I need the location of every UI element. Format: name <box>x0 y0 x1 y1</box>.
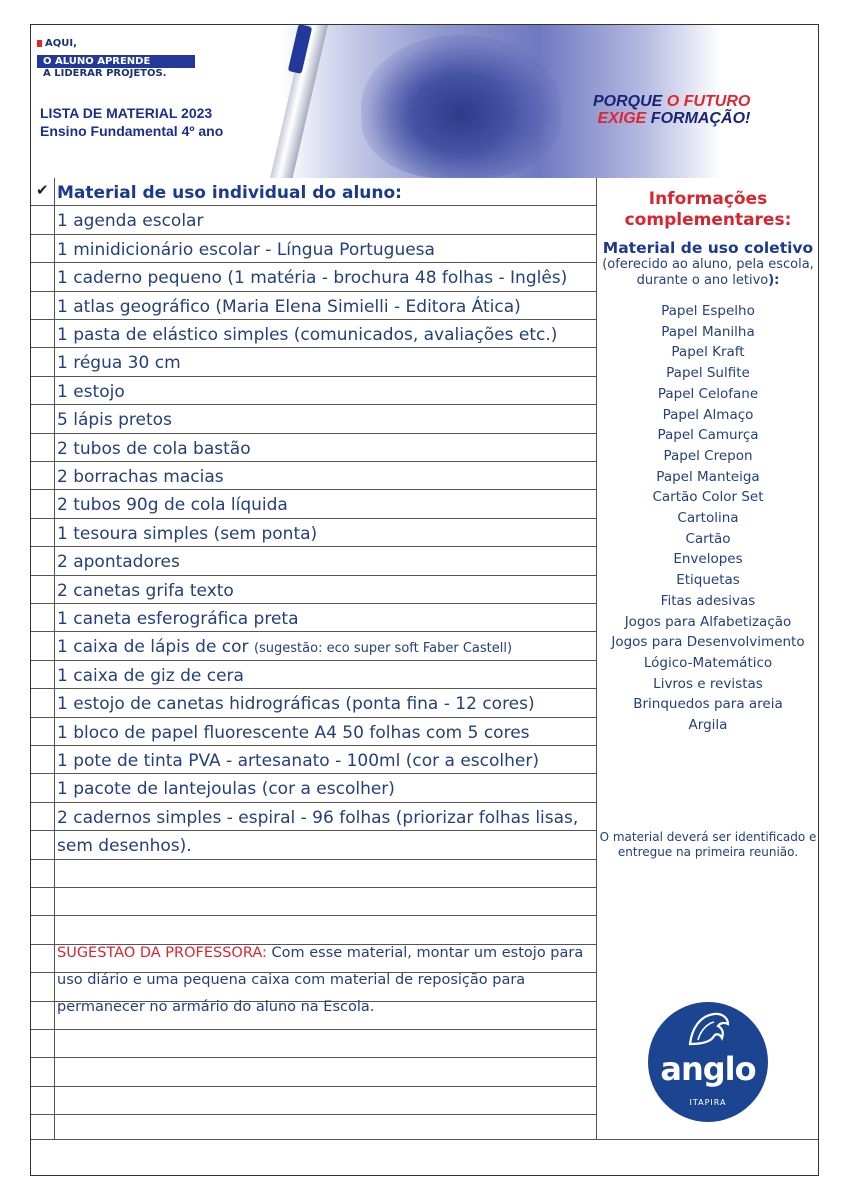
list-item <box>57 581 234 601</box>
teacher-suggestion <box>57 940 592 1021</box>
list-item <box>57 524 317 544</box>
list-item <box>57 439 251 459</box>
list-title <box>40 104 223 140</box>
slogan-line-2: O ALUNO APRENDE <box>37 55 195 68</box>
coletivo-item: Papel Manteiga <box>656 468 760 485</box>
list-item <box>57 297 521 317</box>
list-item <box>57 779 395 799</box>
list-item-note: (sugestão: eco super soft Faber Castell) <box>253 641 513 657</box>
list-item <box>57 666 244 686</box>
list-item-text: 1 caixa de lápis de cor <box>57 637 254 658</box>
list-item <box>57 325 557 345</box>
coletivo-item: Fitas adesivas <box>660 592 756 609</box>
suggestion-label: SUGESTÃO DA PROFESSORA: <box>57 945 267 961</box>
check-icon: ✔ <box>36 181 49 199</box>
coletivo-item: Papel Manilha <box>661 323 755 340</box>
coletivo-item: Jogos para Desenvolvimento <box>611 634 805 651</box>
list-title-grade: Ensino Fundamental 4º ano <box>40 123 224 139</box>
anglo-logo <box>648 1002 768 1122</box>
tagline-1b: O FUTURO <box>666 93 751 110</box>
coletivo-item: Papel Kraft <box>671 344 745 361</box>
coletivo-item: Papel Celofane <box>657 385 759 402</box>
list-item-text: 2 tubos de cola bastão <box>57 438 251 459</box>
list-item <box>57 552 180 572</box>
list-title-year: LISTA DE MATERIAL 2023 <box>40 105 213 121</box>
logo-subtitle: ITAPIRA <box>689 1098 727 1107</box>
list-item-text: 1 estojo <box>57 381 125 402</box>
slogan-line-3: A LIDERAR PROJETOS. <box>43 68 167 79</box>
lion-logo-icon <box>684 1010 732 1050</box>
list-item <box>57 751 539 771</box>
list-item-text: 2 borrachas macias <box>57 467 224 487</box>
coletivo-item: Livros e revistas <box>653 675 763 692</box>
list-heading: Material de uso individual do aluno: <box>57 183 402 203</box>
list-item-text: 1 estojo de canetas hidrográficas (ponta fina - 12 cores) <box>57 694 535 715</box>
list-item-text: 2 canetas grifa texto <box>57 580 234 601</box>
list-item-text: 1 agenda escolar <box>57 211 204 232</box>
header-banner <box>31 25 818 178</box>
list-item <box>57 410 172 430</box>
list-item-text: 5 lápis pretos <box>57 410 172 431</box>
slogan-line-1: AQUI, <box>37 38 195 49</box>
list-item-text: 1 caderno pequeno (1 matéria - brochura 48 folhas - Inglês) <box>57 268 568 289</box>
coletivo-item: Jogos para Alfabetização <box>624 613 792 630</box>
tagline-2b: FORMAÇÃO! <box>650 110 751 127</box>
list-item <box>57 836 192 856</box>
tagline-1a: PORQUE <box>593 93 667 110</box>
list-item <box>57 211 203 231</box>
logo-word: anglo <box>660 1050 756 1088</box>
coletivo-item: Argila <box>688 717 728 734</box>
column-divider <box>596 178 597 1139</box>
coletivo-item: Etiquetas <box>676 572 740 589</box>
coletivo-item: Papel Sulfite <box>666 365 750 382</box>
list-item <box>57 467 224 487</box>
list-item-text: 1 caixa de giz de cera <box>57 665 244 686</box>
list-item-text: 2 apontadores <box>57 552 180 573</box>
coletivo-item: Brinquedos para areia <box>633 696 783 713</box>
list-item <box>57 240 435 260</box>
coletivo-item: Papel Camurça <box>657 427 759 444</box>
list-item <box>57 495 288 515</box>
list-item-text: 1 minidicionário escolar - Língua Portuguesa <box>57 239 435 260</box>
coletivo-list <box>598 301 818 736</box>
coletivo-item: Papel Almaço <box>662 406 754 423</box>
bottom-divider <box>31 1139 818 1140</box>
list-item <box>57 353 181 373</box>
list-item <box>57 637 512 657</box>
coletivo-item: Cartolina <box>677 510 739 527</box>
list-item-text: 1 pacote de lantejoulas (cor a escolher) <box>57 779 395 800</box>
coletivo-sub-text: (oferecido ao aluno, pela escola, durante o ano letivo <box>602 257 814 288</box>
list-item <box>57 382 125 402</box>
suggestion-text: Com esse material, montar um estojo para uso diário e uma pequena caixa com material de reposição para permanecer no armário do aluno na Escola. <box>57 945 584 1015</box>
list-item-text: 1 pote de tinta PVA - artesanato - 100ml (cor a escolher) <box>57 751 539 771</box>
tagline <box>593 93 750 127</box>
list-item <box>57 268 567 288</box>
list-item <box>57 694 535 714</box>
coletivo-item: Lógico-Matemático <box>643 654 773 671</box>
coletivo-item: Papel Crepon <box>663 447 753 464</box>
coletivo-item: Cartão Color Set <box>652 489 764 506</box>
coletivo-item: Papel Espelho <box>661 303 755 319</box>
list-item <box>57 723 530 743</box>
list-item-text: sem desenhos). <box>57 836 192 857</box>
info-title: Informações complementares: <box>624 189 792 230</box>
list-item <box>57 609 299 629</box>
list-item-text: 2 cadernos simples - espiral - 96 folhas (priorizar folhas lisas, <box>57 807 579 828</box>
coletivo-item: Cartão <box>685 530 731 547</box>
list-item <box>57 808 578 828</box>
list-item-text: 1 bloco de papel fluorescente A4 50 folhas com 5 cores <box>57 722 530 743</box>
coletivo-sub-close: ): <box>768 273 780 288</box>
list-item-text: 2 tubos 90g de cola líquida <box>57 495 288 516</box>
list-item-text: 1 atlas geográfico (Maria Elena Simielli - Editora Ática) <box>57 296 521 317</box>
coletivo-subtitle <box>598 257 818 289</box>
list-item-text: 1 pasta de elástico simples (comunicados, avaliações etc.) <box>57 325 558 345</box>
lion-face <box>361 35 561 178</box>
info-panel <box>598 182 818 859</box>
list-item-text: 1 caneta esferográfica preta <box>57 609 299 629</box>
tagline-2a: EXIGE <box>597 110 651 127</box>
identification-note: O material deverá ser identificado e entregue na primeira reunião. <box>599 830 817 859</box>
slogan <box>37 38 195 79</box>
coletivo-item: Envelopes <box>673 551 743 568</box>
coletivo-title: Material de uso coletivo <box>602 239 814 257</box>
list-item-text: 1 tesoura simples (sem ponta) <box>57 523 318 544</box>
list-item-text: 1 régua 30 cm <box>57 353 181 374</box>
